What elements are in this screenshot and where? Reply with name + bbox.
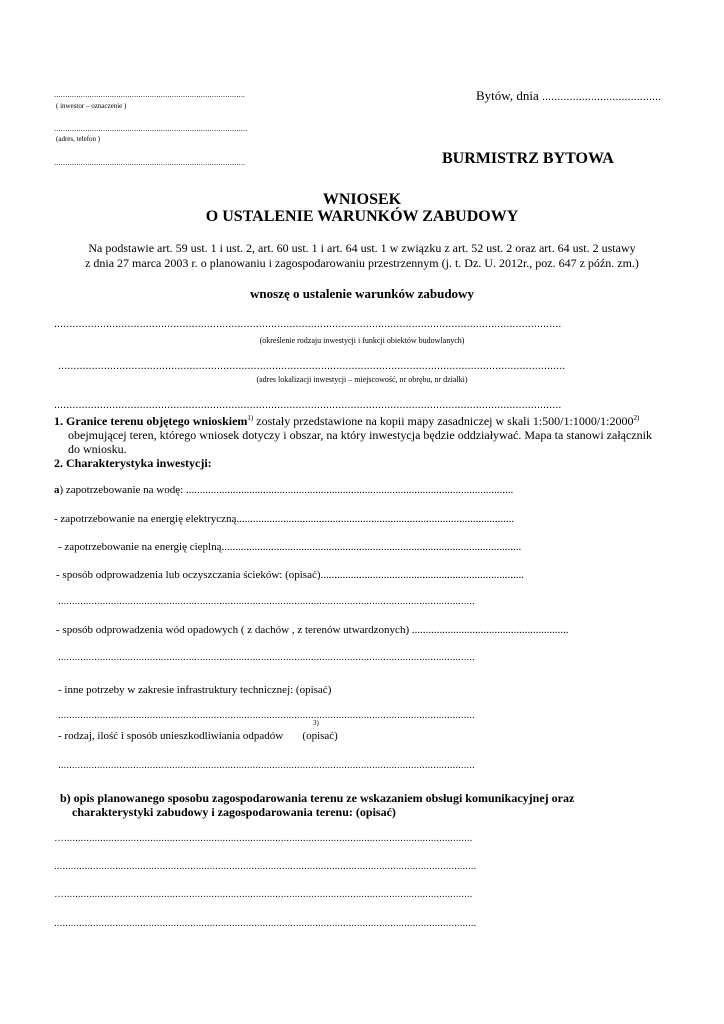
location-caption: (adres lokalizacji inwestycji – miejscowość, nr obrębu, nr działki) [256, 375, 468, 384]
section2-heading: 2. Charakterystyka inwestycji: [54, 456, 212, 470]
section1-line3: do wniosku. [68, 442, 127, 456]
location-field[interactable]: ...................................................................................................................................................................... [58, 360, 566, 372]
waste-dotted-line[interactable]: ...................................................................................................................................................... [58, 760, 475, 771]
electricity-demand-field[interactable]: - zapotrzebowanie na energię elektryczną..................................................................................................... [54, 513, 515, 525]
plan-description-line-4[interactable]: ........................................................................................................................................................ [54, 918, 477, 929]
section1-heading: 1. Granice terenu objętego wnioskiem [54, 414, 248, 428]
water-demand-field[interactable] [54, 484, 513, 496]
date-label: Bytów, dnia [476, 88, 539, 103]
plan-description-line-1[interactable]: …................................................................................................................................................... [54, 833, 473, 844]
infrastructure-field: - inne potrzeby w zakresie infrastruktury technicznej: (opisać) [58, 684, 332, 696]
date-dots[interactable]: ....................................... [541, 91, 662, 103]
waste-text: - rodzaj, ilość i sposób unieszkodliwiania odpadów [58, 730, 284, 742]
investment-type-caption: (określenie rodzaju inwestycji i funkcji obiektów budowlanych) [259, 336, 465, 345]
address-caption: (adres, telefon ) [56, 135, 101, 143]
plan-description-line-3[interactable]: …................................................................................................................................................... [54, 889, 473, 900]
title-line2: O USTALENIE WARUNKÓW ZABUDOWY [205, 208, 519, 225]
extra-dotted-line[interactable]: ...................................................................................... [54, 158, 246, 167]
separator-dotted-line: ...................................................................................................................................................................... [54, 399, 562, 411]
rainwater-field[interactable]: - sposób odprowadzenia wód opadowych ( z dachów , z terenów utwardzonych) ......................................................... [56, 624, 569, 636]
section1-text: zostały przedstawione na kopii mapy zasadniczej w skali 1:500/1:1000/1:2000 [256, 414, 634, 428]
footnote-ref-1: 1) [247, 414, 254, 422]
footnote-ref-2: 2) [633, 414, 640, 422]
sewage-field[interactable]: - sposób odprowadzenia lub oczyszczania ścieków: (opisać).......................................................................... [56, 569, 525, 581]
plan-description-line-2[interactable]: ........................................................................................................................................................ [54, 861, 477, 872]
date-field[interactable] [476, 88, 661, 104]
footnote-ref-3: 3) [313, 719, 319, 727]
item-b-line2: charakterystyki zabudowy i zagospodarowania terenu: (opisać) [72, 805, 396, 819]
item-b-line1: b) opis planowanego sposobu zagospodarowania terenu ze wskazaniem obsługi komunikacyjnej oraz [60, 791, 575, 805]
section1-line2: obejmującej teren, którego wniosek dotyczy i obszar, na który inwestycja będzie oddziaływać. Mapa ta stanowi załącznik [68, 428, 652, 442]
waste-suffix: (opisać) [302, 730, 338, 742]
waste-field [58, 730, 338, 742]
rainwater-dotted-line[interactable]: ...................................................................................................................................................... [58, 652, 475, 663]
request-heading: wnoszę o ustalenie warunków zabudowy [250, 286, 474, 301]
addressee: BURMISTRZ BYTOWA [442, 150, 614, 167]
title-line1: WNIOSEK [322, 191, 402, 208]
legal-basis-line2: z dnia 27 marca 2003 r. o planowaniu i zagospodarowaniu przestrzennym (j. t. Dz. U. 2012r., poz. 647 z późn. zm.) [85, 256, 639, 270]
heat-demand-field[interactable]: - zapotrzebowanie na energię cieplną............................................................................................................. [58, 541, 522, 553]
section1-line1 [54, 414, 639, 429]
investment-type-field[interactable]: ...................................................................................................................................................................... [54, 318, 562, 330]
water-demand-text: ) zapotrzebowanie na wodę: ....................................................................................................................... [59, 484, 514, 496]
investor-caption: ( inwestor – oznaczenie ) [56, 102, 127, 110]
address-dotted-line[interactable]: ....................................................................................... [54, 124, 248, 133]
infrastructure-dotted-line[interactable]: ...................................................................................................................................................... [58, 710, 475, 721]
legal-basis-line1: Na podstawie art. 59 ust. 1 i ust. 2, art. 60 ust. 1 i art. 64 ust. 1 w związku z art. 52 ust. 2 oraz art. 64 ust. 2 ustawy [88, 241, 636, 255]
sewage-dotted-line[interactable]: ...................................................................................................................................................... [58, 596, 475, 607]
investor-dotted-line[interactable]: ...................................................................................... [54, 90, 246, 99]
item-a-prefix: a [54, 484, 60, 496]
